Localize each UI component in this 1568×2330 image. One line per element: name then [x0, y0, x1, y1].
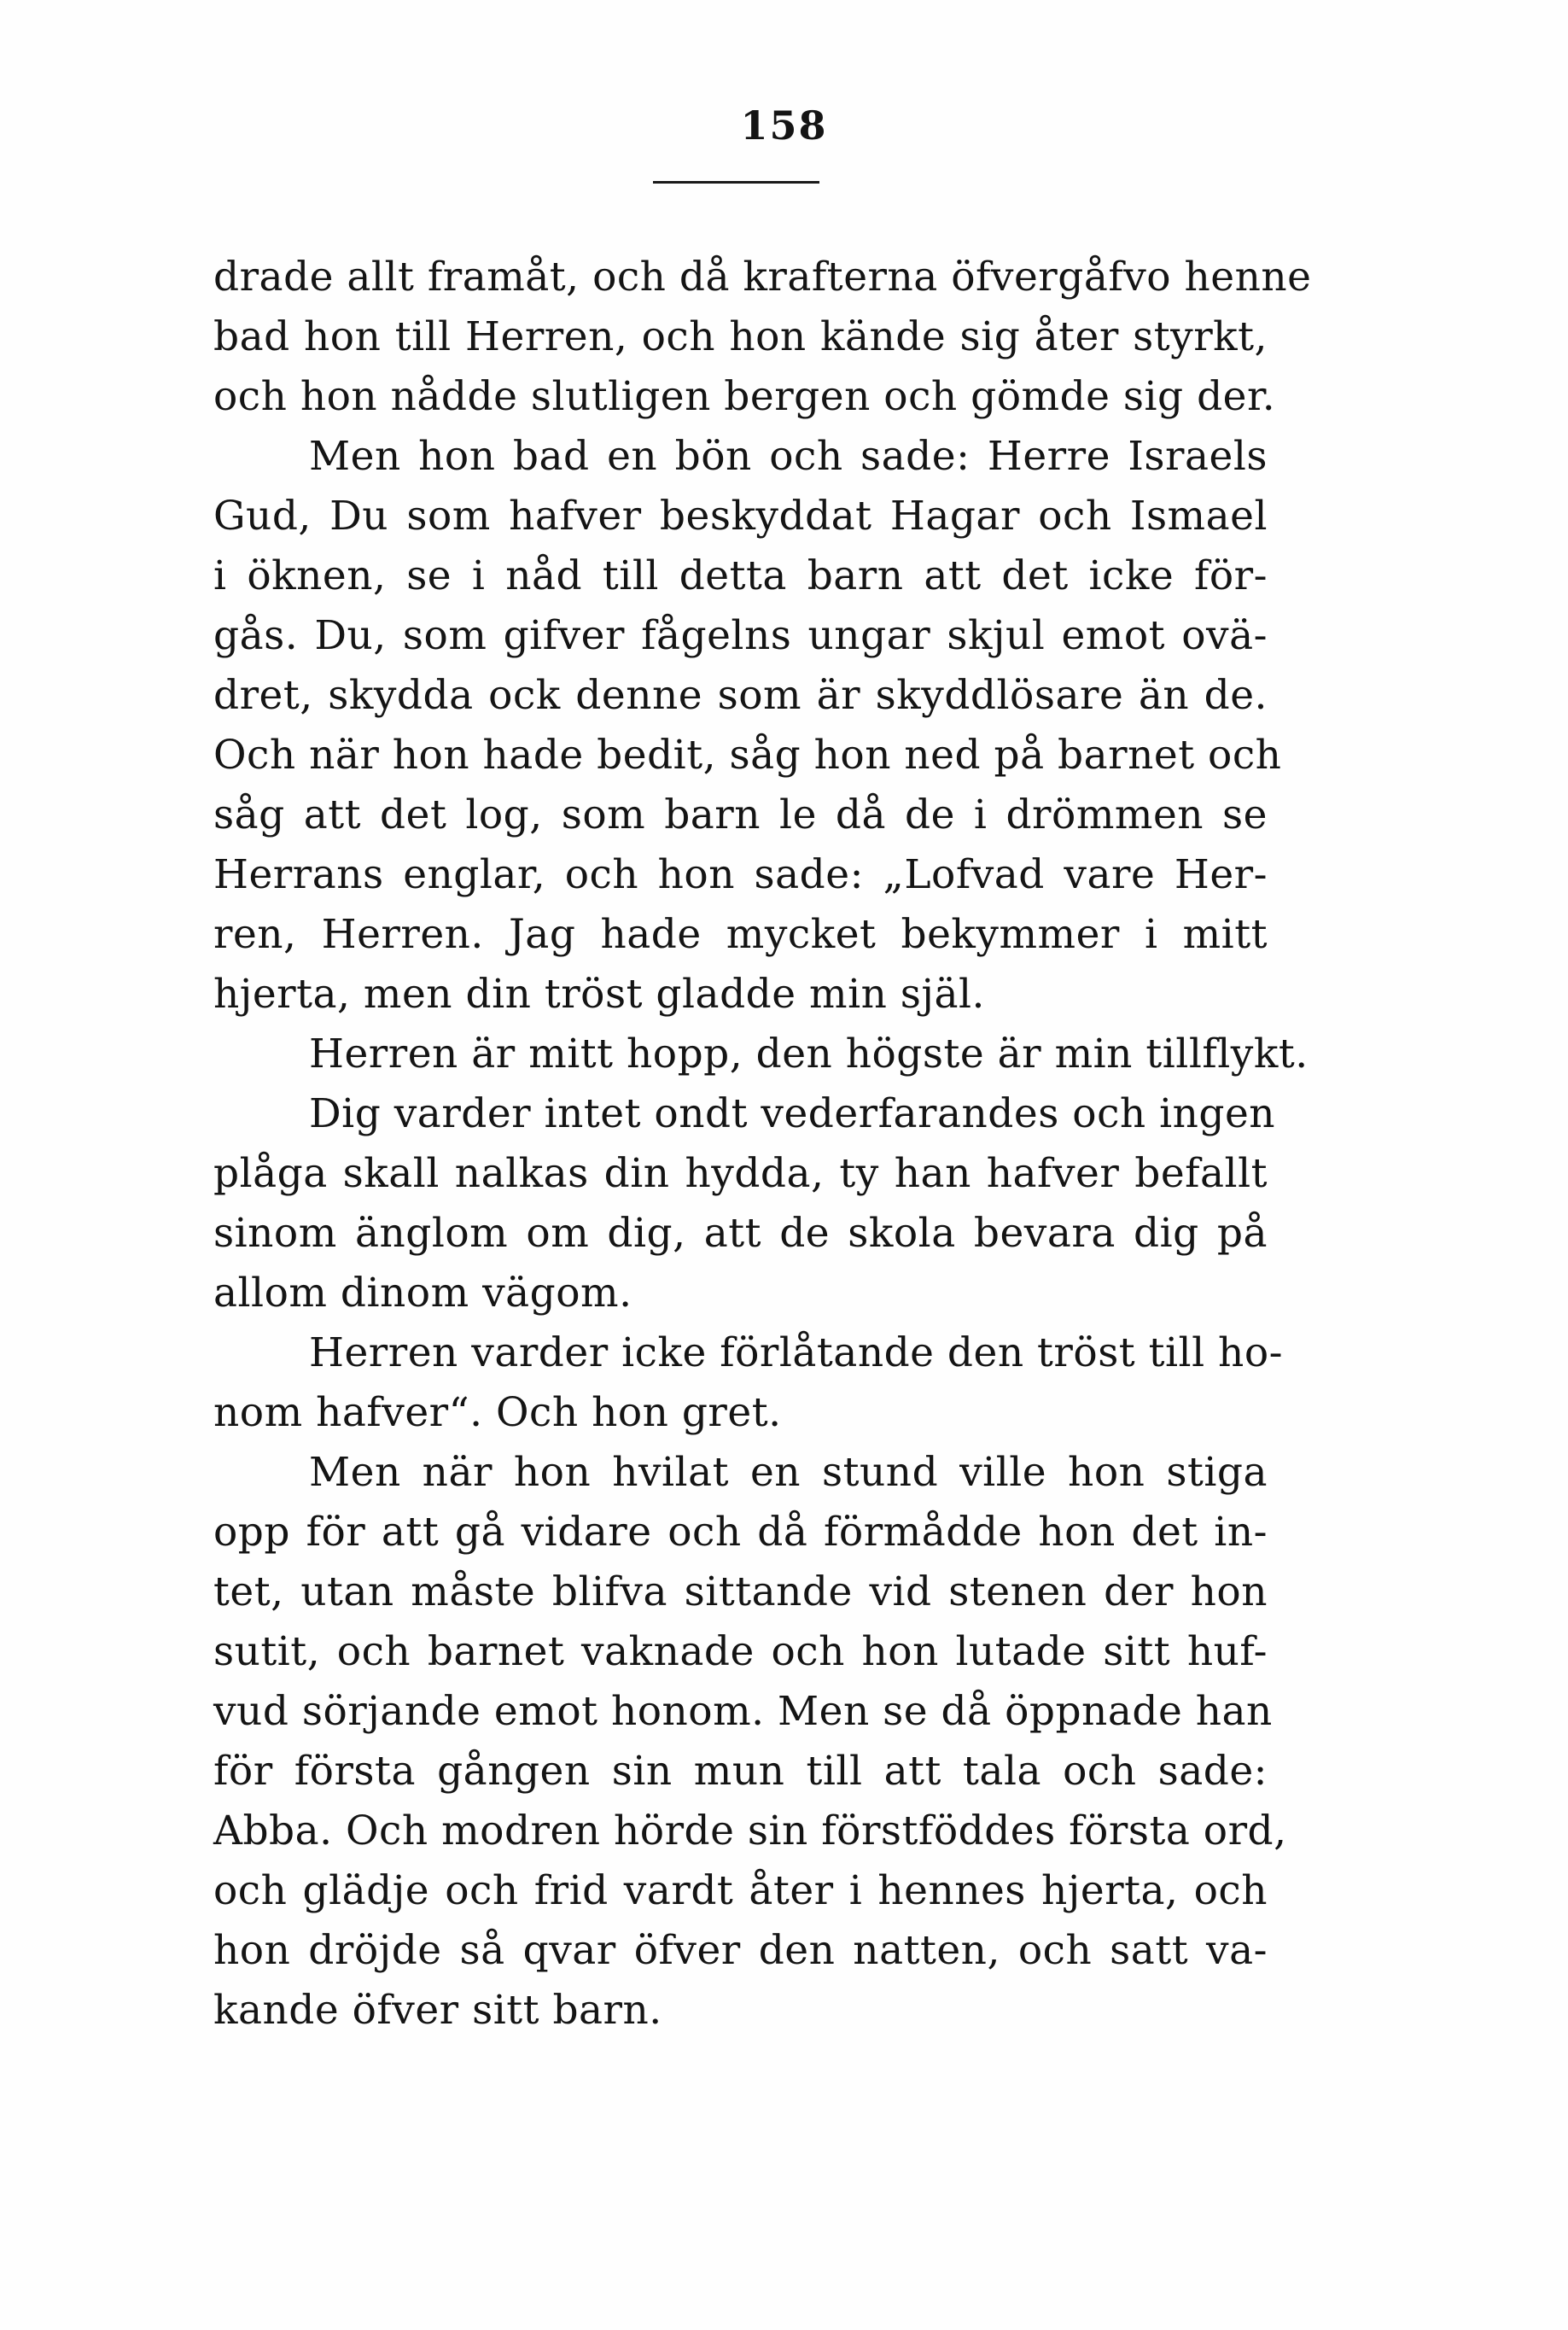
page-number: 158	[740, 102, 828, 149]
text-line: plåga skall nalkas din hydda, ty han hafver befallt	[213, 1150, 1268, 1197]
text-line: drade allt framåt, och då krafterna öfvergåfvo henne	[213, 254, 1312, 301]
text-line: och hon nådde slutligen bergen och gömde sig der.	[213, 373, 1276, 420]
header-rule	[653, 181, 819, 184]
text-line: Men hon bad en bön och sade: Herre Israels	[309, 433, 1268, 480]
text-line: Och när hon hade bedit, såg hon ned på barnet och	[213, 732, 1282, 779]
body-text	[213, 248, 1312, 2041]
text-line: ren, Herren. Jag hade mycket bekymmer i mitt	[213, 911, 1268, 958]
text-line: Herren är mitt hopp, den högste är min tillflykt.	[309, 1031, 1309, 1077]
text-line: Herrans englar, och hon sade: „Lofvad vare Her-	[213, 851, 1268, 898]
text-line: i öknen, se i nåd till detta barn att det icke för-	[213, 552, 1268, 599]
text-line: opp för att gå vidare och då förmådde hon det in-	[213, 1509, 1268, 1556]
text-line: allom dinom vägom.	[213, 1270, 632, 1317]
text-line: Abba. Och modren hörde sin förstföddes första ord,	[213, 1807, 1287, 1854]
text-line: kande öfver sitt barn.	[213, 1987, 662, 2034]
text-line: Herren varder icke förlåtande den tröst till ho-	[309, 1329, 1284, 1376]
text-line: sutit, och barnet vaknade och hon lutade sitt huf-	[213, 1628, 1268, 1675]
text-line: nom hafver“. Och hon gret.	[213, 1389, 782, 1436]
text-line: bad hon till Herren, och hon kände sig åter styrkt,	[213, 313, 1268, 360]
text-line: för första gången sin mun till att tala och sade:	[213, 1748, 1268, 1795]
text-line: Men när hon hvilat en stund ville hon stiga	[309, 1449, 1268, 1496]
text-line: och glädje och frid vardt åter i hennes hjerta, och	[213, 1867, 1268, 1914]
text-line: vud sörjande emot honom. Men se då öppnade han	[213, 1688, 1273, 1735]
text-line: Gud, Du som hafver beskyddat Hagar och Ismael	[213, 493, 1268, 540]
text-line: tet, utan måste blifva sittande vid stenen der hon	[213, 1568, 1268, 1615]
text-line: Dig varder intet ondt vederfarandes och ingen	[309, 1090, 1276, 1137]
text-line: såg att det log, som barn le då de i drömmen se	[213, 791, 1268, 838]
text-line: hjerta, men din tröst gladde min själ.	[213, 971, 985, 1018]
text-line: dret, skydda ock denne som är skyddlösare än de.	[213, 672, 1268, 719]
text-line: sinom änglom om dig, att de skola bevara dig på	[213, 1210, 1268, 1257]
text-line: hon dröjde så qvar öfver den natten, och satt va-	[213, 1927, 1268, 1974]
text-line: gås. Du, som gifver fågelns ungar skjul emot ovä-	[213, 612, 1268, 659]
